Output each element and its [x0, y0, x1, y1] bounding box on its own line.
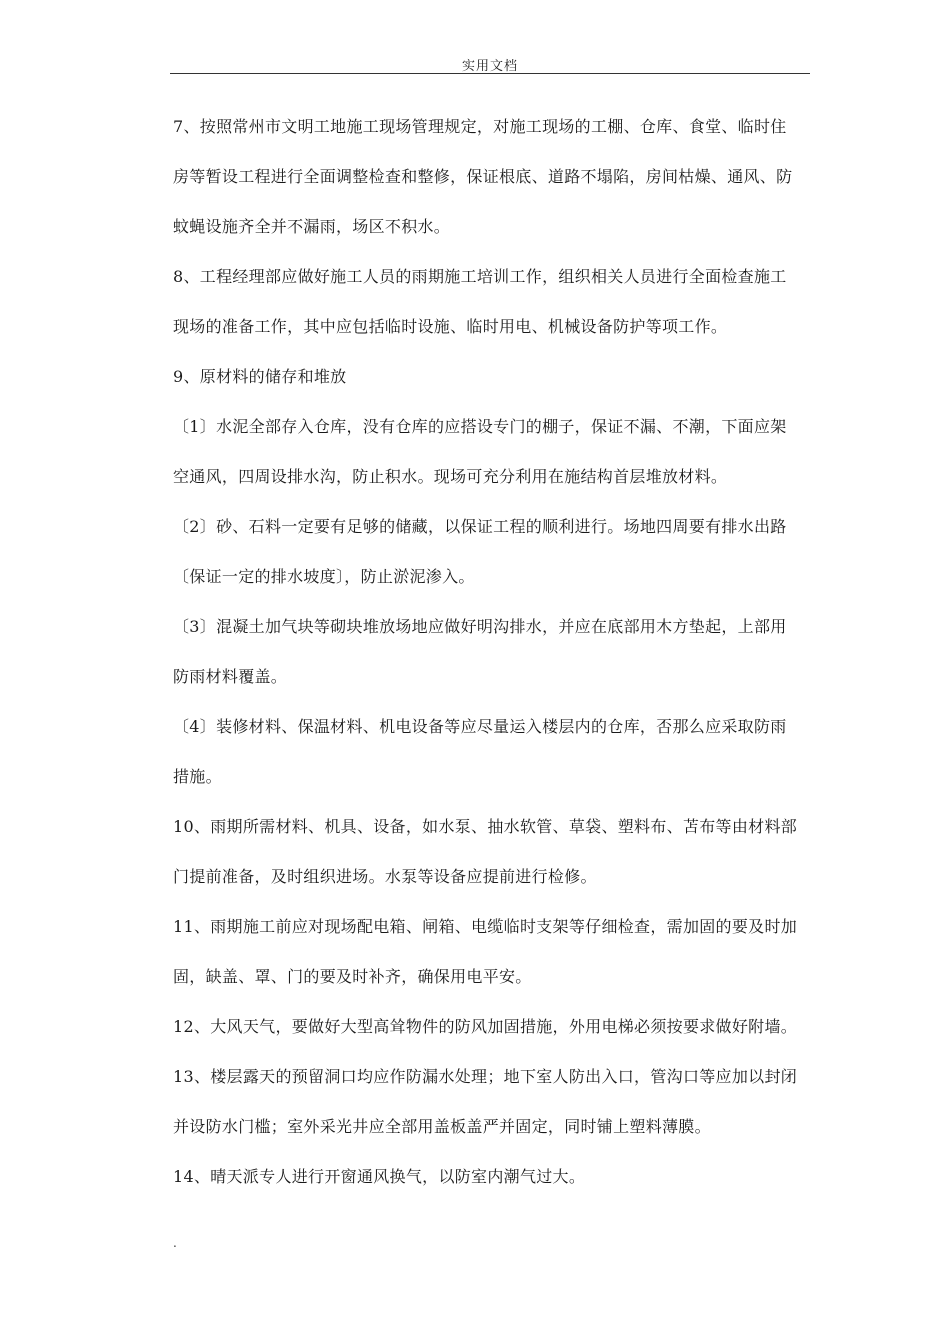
text-line: 13、楼层露天的预留洞口均应作防漏水处理；地下室人防出入口，管沟口等应加以封闭 [173, 1067, 798, 1086]
header-title: 实用文档 [461, 59, 518, 74]
text-line: 空通风，四周设排水沟，防止积水。现场可充分利用在施结构首层堆放材料。 [173, 467, 728, 486]
page-header [170, 55, 810, 74]
text-line: 措施。 [173, 767, 222, 786]
text-line: 〔2〕砂、石料一定要有足够的储藏，以保证工程的顺利进行。场地四周要有排水出路 [173, 517, 787, 536]
text-line: 并设防水门槛；室外采光井应全部用盖板盖严并固定，同时铺上塑料薄膜。 [173, 1117, 711, 1136]
text-line: 〔保证一定的排水坡度〕，防止淤泥渗入。 [173, 567, 475, 586]
text-line: 14、晴天派专人进行开窗通风换气，以防室内潮气过大。 [173, 1167, 586, 1186]
text-line: 〔4〕装修材料、保温材料、机电设备等应尽量运入楼层内的仓库，否那么应采取防雨 [173, 717, 787, 736]
text-line: 8、工程经理部应做好施工人员的雨期施工培训工作，组织相关人员进行全面检查施工 [173, 267, 787, 286]
footer-mark: . [173, 1236, 177, 1250]
text-line: 7、按照常州市文明工地施工现场管理规定，对施工现场的工棚、仓库、食堂、临时住 [173, 117, 787, 136]
text-line: 防雨材料覆盖。 [173, 667, 288, 686]
text-line: 9、原材料的储存和堆放 [173, 367, 347, 386]
text-line: 〔3〕混凝土加气块等砌块堆放场地应做好明沟排水，并应在底部用木方垫起，上部用 [173, 617, 787, 636]
text-line: 10、雨期所需材料、机具、设备，如水泵、抽水软管、草袋、塑料布、苫布等由材料部 [173, 817, 798, 836]
text-line: 11、雨期施工前应对现场配电箱、闸箱、电缆临时支架等仔细检查，需加固的要及时加 [173, 917, 798, 936]
text-line: 门提前准备，及时组织进场。水泵等设备应提前进行检修。 [173, 867, 597, 886]
document-body [173, 102, 815, 1202]
text-line: 现场的准备工作，其中应包括临时设施、临时用电、机械设备防护等项工作。 [173, 317, 728, 336]
text-line: 12、大风天气，要做好大型高耸物件的防风加固措施，外用电梯必须按要求做好附墙。 [173, 1017, 798, 1036]
text-line: 固，缺盖、罩、门的要及时补齐，确保用电平安。 [173, 967, 532, 986]
text-line: 蚊蝇设施齐全并不漏雨，场区不积水。 [173, 217, 451, 236]
text-line: 〔1〕水泥全部存入仓库，没有仓库的应搭设专门的棚子，保证不漏、不潮，下面应架 [173, 417, 787, 436]
text-line: 房等暂设工程进行全面调整检查和整修，保证根底、道路不塌陷，房间枯燥、通风、防 [173, 167, 793, 186]
